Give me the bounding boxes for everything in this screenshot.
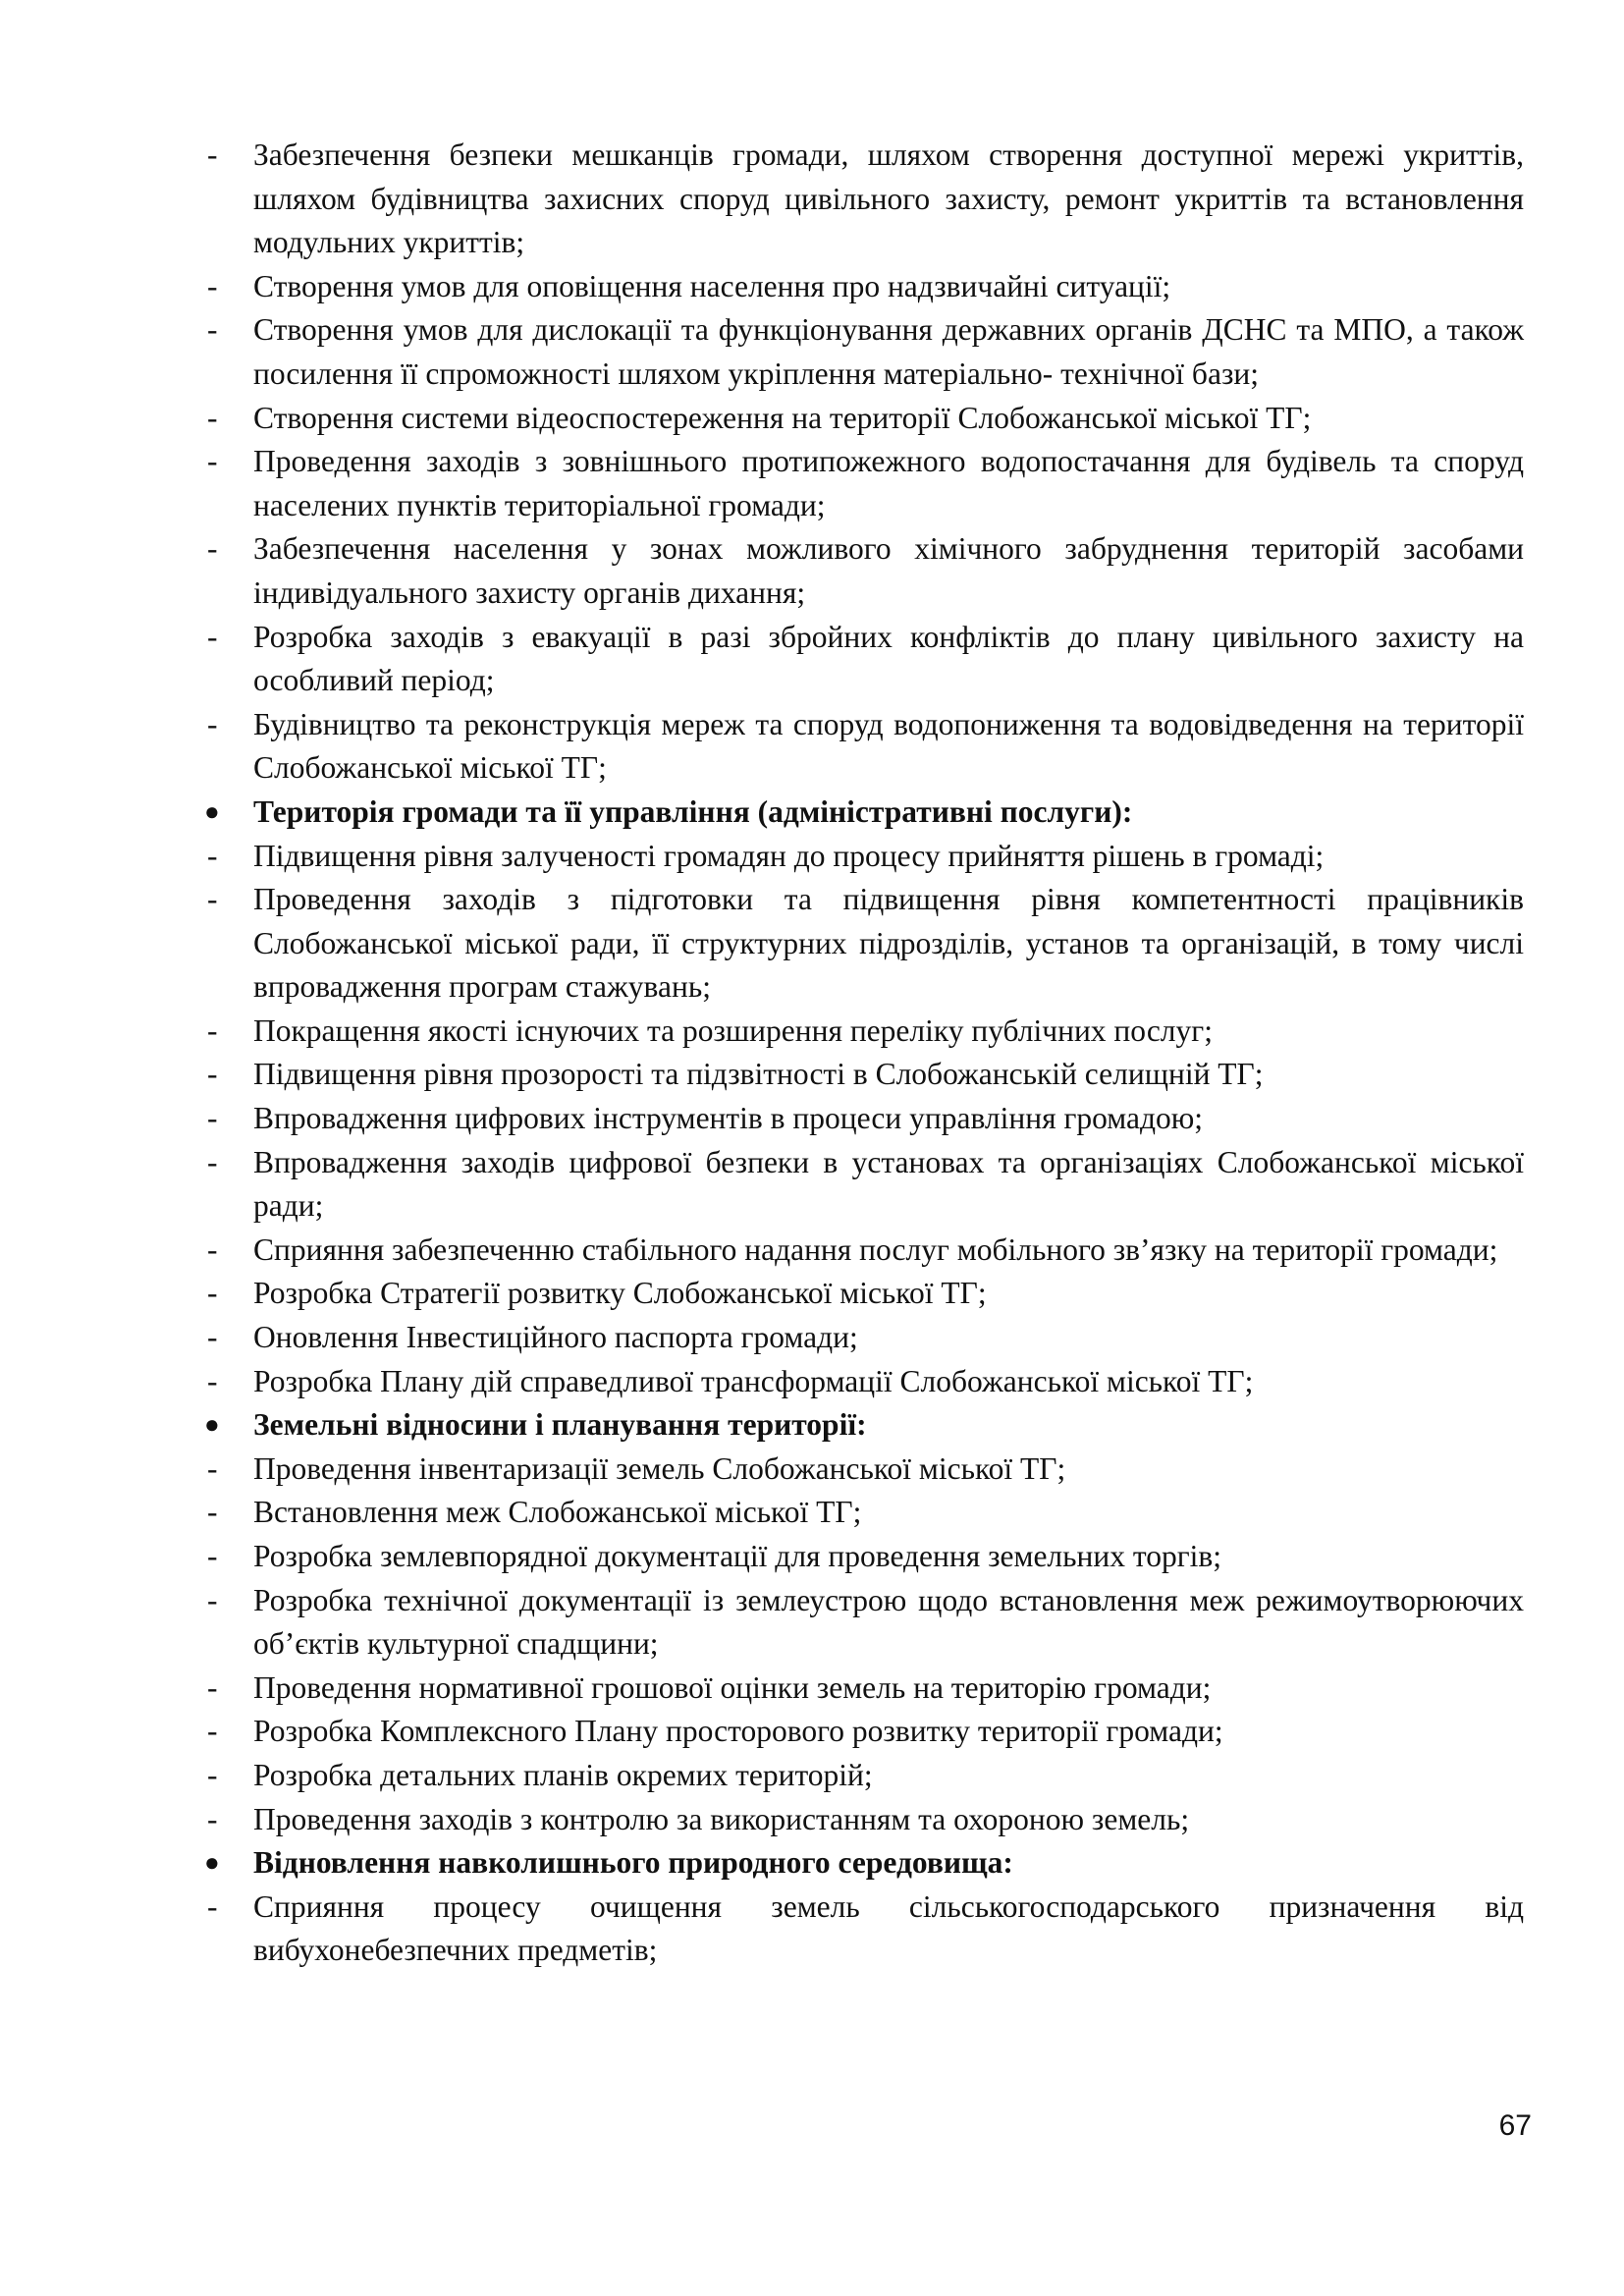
list-item-text: Розробка Стратегії розвитку Слобожанської міської ТГ; — [253, 1276, 987, 1311]
list-item — [204, 878, 1524, 1010]
list-item — [204, 1754, 1524, 1798]
section-heading-text: Територія громади та її управління (адміністративні послуги): — [253, 793, 1133, 829]
dash-marker: - — [207, 1320, 218, 1355]
dash-marker: - — [207, 1276, 218, 1311]
list-item-text: Забезпечення безпеки мешканців громади, шляхом створення доступної мережі укриттів, шляхом будівництва захисних споруд цивільного захисту, ремонт укриттів та встановлення модульних укриттів; — [253, 137, 1524, 260]
list-item-text: Встановлення меж Слобожанської міської ТГ; — [253, 1495, 862, 1530]
dash-marker: - — [207, 838, 218, 873]
dash-marker: - — [207, 400, 218, 435]
list-item-text: Проведення заходів з зовнішнього протипожежного водопостачання для будівель та споруд населених пунктів територіальної громади; — [253, 444, 1524, 522]
list-item — [204, 1667, 1524, 1711]
dash-marker: - — [207, 1714, 218, 1749]
list-item — [204, 1141, 1524, 1229]
dash-marker: - — [207, 1012, 218, 1048]
list-item — [204, 1710, 1524, 1754]
list-item — [204, 1798, 1524, 1842]
list-item-text: Впровадження цифрових інструментів в процеси управління громадою; — [253, 1101, 1204, 1136]
dash-marker: - — [207, 619, 218, 654]
list-item-text: Створення системи відеоспостереження на території Слобожанської міської ТГ; — [253, 400, 1312, 435]
list-item — [204, 1886, 1524, 1973]
dash-marker: - — [207, 706, 218, 741]
list-item — [204, 527, 1524, 615]
list-item-text: Розробка Плану дій справедливої трансформації Слобожанської міської ТГ; — [253, 1363, 1254, 1398]
dash-marker: - — [207, 137, 218, 172]
section-heading-text: Відновлення навколишнього природного середовища: — [253, 1845, 1013, 1881]
list-item-text: Розробка Комплексного Плану просторового розвитку території громади; — [253, 1714, 1223, 1749]
list-item — [204, 1535, 1524, 1579]
list-item-text: Розробка заходів з евакуації в разі збройних конфліктів до плану цивільного захисту на особливий період; — [253, 619, 1524, 698]
bullet-marker: ● — [204, 796, 220, 826]
list-item-text: Підвищення рівня залученості громадян до процесу прийняття рішень в громаді; — [253, 838, 1325, 873]
dash-marker: - — [207, 1363, 218, 1398]
list-item-text: Розробка землевпорядної документації для проведення земельних торгів; — [253, 1539, 1222, 1573]
dash-marker: - — [207, 1057, 218, 1092]
dash-marker: - — [207, 1582, 218, 1617]
dash-marker: - — [207, 444, 218, 479]
list-item — [204, 440, 1524, 527]
dash-marker: - — [207, 1450, 218, 1486]
list-item — [204, 134, 1524, 265]
list-item-text: Покращення якості існуючих та розширення переліку публічних послуг; — [253, 1012, 1213, 1048]
list-item — [204, 1491, 1524, 1535]
section-heading — [204, 791, 1524, 835]
list-item — [204, 1360, 1524, 1404]
list-item — [204, 1579, 1524, 1667]
list-item-text: Створення умов для дислокації та функціонування державних органів ДСНС та МПО, а також посилення її спроможності шляхом укріплення матеріально- технічної бази; — [253, 312, 1524, 391]
list-item-text: Створення умов для оповіщення населення про надзвичайні ситуації; — [253, 268, 1171, 303]
list-item-text: Сприяння забезпеченню стабільного надання послуг мобільного зв’язку на території громади; — [253, 1231, 1498, 1267]
list-item-text: Будівництво та реконструкція мереж та споруд водопониження та водовідведення на території Слобожанської міської ТГ; — [253, 706, 1524, 786]
list-item — [204, 1448, 1524, 1492]
list-item — [204, 1316, 1524, 1360]
dash-marker: - — [207, 1101, 218, 1136]
list-item-text: Проведення нормативної грошової оцінки земель на територію громади; — [253, 1669, 1212, 1705]
list-item — [204, 397, 1524, 441]
section-heading — [204, 1841, 1524, 1886]
section-heading-text: Земельні відносини і планування території: — [253, 1407, 867, 1443]
dash-marker: - — [207, 1801, 218, 1836]
dash-marker: - — [207, 1539, 218, 1573]
list-item — [204, 1097, 1524, 1141]
list-item-text: Проведення інвентаризації земель Слобожанської міської ТГ; — [253, 1450, 1066, 1486]
dash-marker: - — [207, 1669, 218, 1705]
list-item — [204, 1272, 1524, 1316]
list-item — [204, 1053, 1524, 1097]
section-heading — [204, 1403, 1524, 1448]
list-content — [204, 134, 1524, 1973]
list-item-text: Підвищення рівня прозорості та підзвітності в Слобожанській селищній ТГ; — [253, 1057, 1264, 1092]
page-number: 67 — [1498, 2109, 1532, 2142]
list-item — [204, 308, 1524, 396]
list-item — [204, 703, 1524, 791]
list-item — [204, 835, 1524, 879]
list-item — [204, 1229, 1524, 1273]
dash-marker: - — [207, 1888, 218, 1924]
list-item — [204, 265, 1524, 309]
dash-marker: - — [207, 882, 218, 917]
dash-marker: - — [207, 1231, 218, 1267]
list-item-text: Проведення заходів з контролю за використанням та охороною земель; — [253, 1801, 1190, 1836]
list-item-text: Сприяння процесу очищення земель сільськогосподарського призначення від вибухонебезпечних предметів; — [253, 1888, 1524, 1968]
dash-marker: - — [207, 531, 218, 567]
list-item-text: Проведення заходів з підготовки та підвищення рівня компетентності працівників Слобожанської міської ради, її структурних підрозділів, установ та організацій, в тому числі впровадження програм стажувань; — [253, 882, 1524, 1005]
list-item-text: Впровадження заходів цифрової безпеки в установах та організаціях Слобожанської міської ради; — [253, 1144, 1524, 1224]
list-item — [204, 616, 1524, 703]
list-item — [204, 1010, 1524, 1054]
dash-marker: - — [207, 1757, 218, 1792]
dash-marker: - — [207, 1144, 218, 1179]
bullet-marker: ● — [204, 1410, 220, 1440]
dash-marker: - — [207, 312, 218, 348]
list-item-text: Розробка детальних планів окремих територій; — [253, 1757, 873, 1792]
bullet-marker: ● — [204, 1848, 220, 1878]
dash-marker: - — [207, 1495, 218, 1530]
list-item-text: Забезпечення населення у зонах можливого хімічного забруднення територій засобами індивідуального захисту органів дихання; — [253, 531, 1524, 610]
dash-marker: - — [207, 268, 218, 303]
list-item-text: Розробка технічної документації із землеустрою щодо встановлення меж режимоутворюючих об’єктів культурної спадщини; — [253, 1582, 1524, 1662]
list-item-text: Оновлення Інвестиційного паспорта громади; — [253, 1320, 858, 1355]
